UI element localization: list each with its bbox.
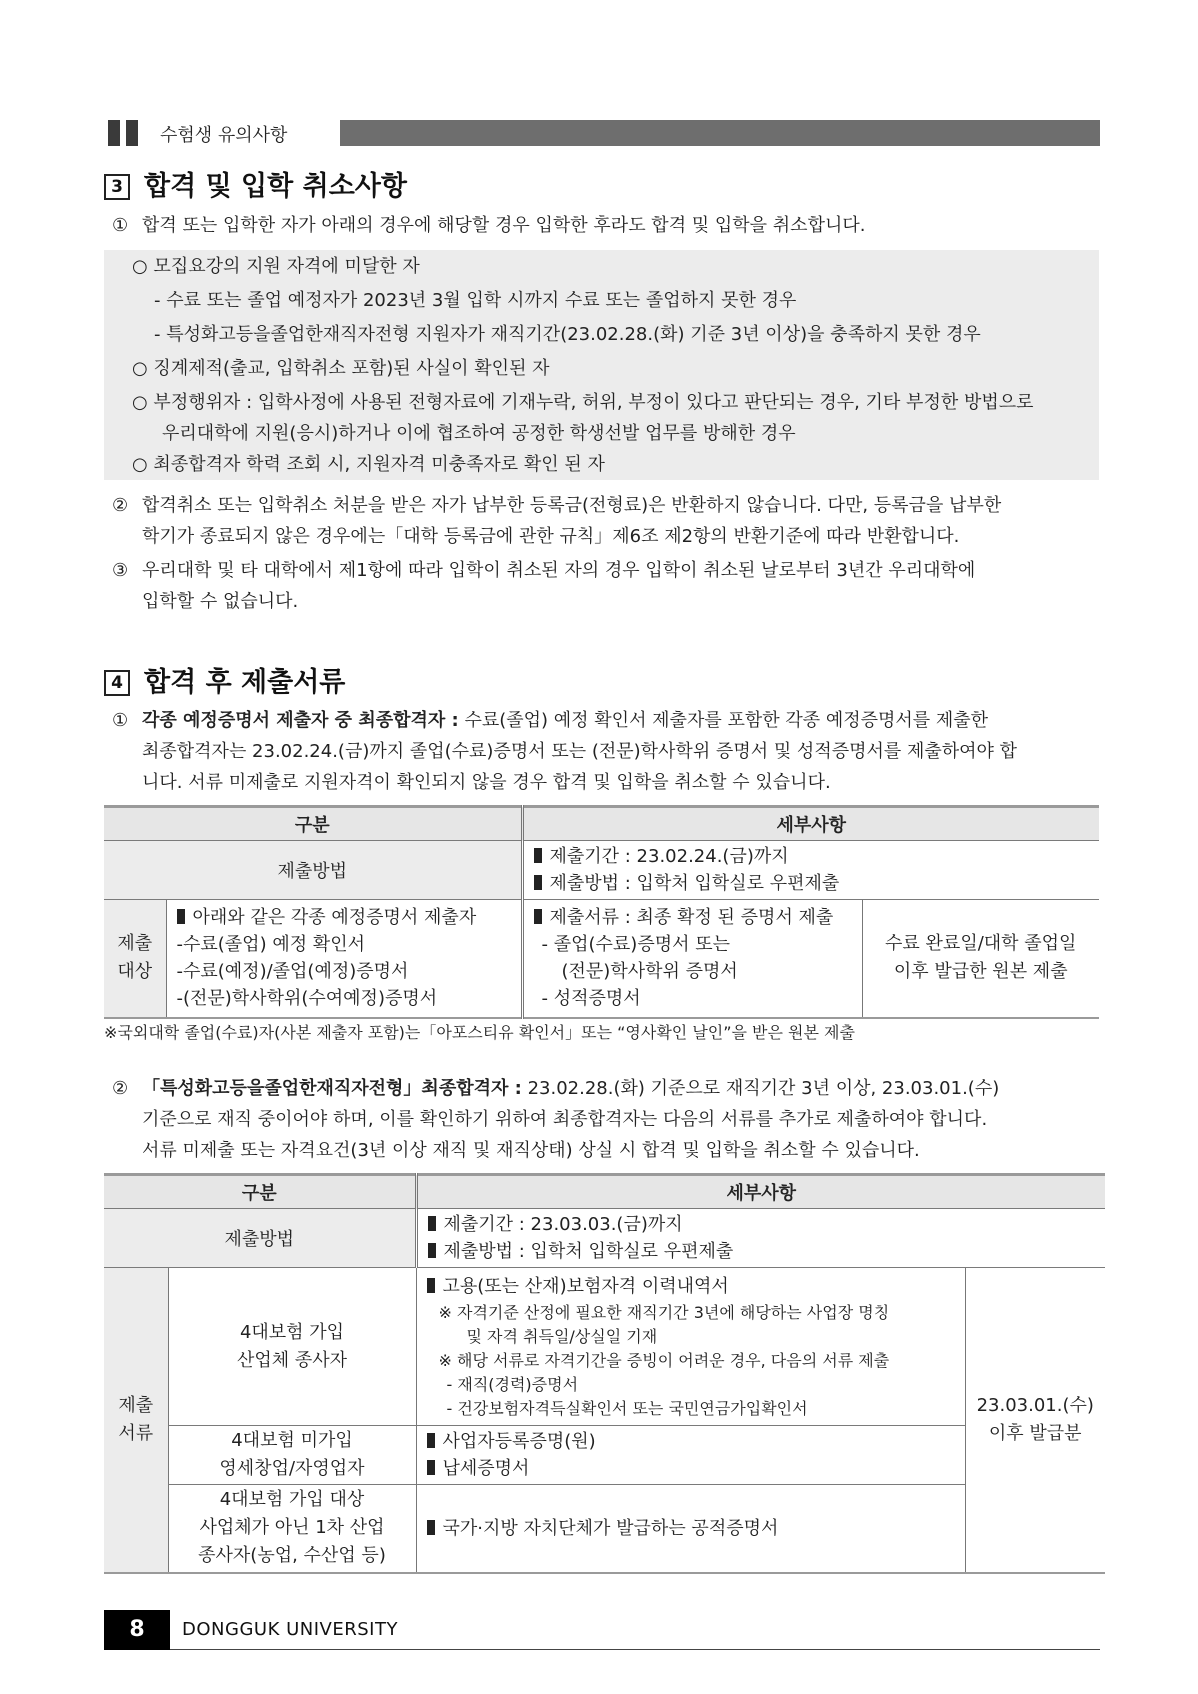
method-detail [416, 1209, 1105, 1268]
cell-line: -수료(졸업) 예정 확인서 [176, 934, 365, 956]
cancel-conditions [132, 250, 1034, 482]
bullet-icon [534, 875, 542, 890]
bullet-icon [428, 1243, 436, 1258]
label-line: 제출 [118, 1394, 154, 1416]
item-text: 우리대학 및 타 대학에서 제1항에 따라 입학이 취소된 자의 경우 입학이 취소된 날로부터 3년간 우리대학에 [142, 560, 976, 581]
section3-title-text: 합격 및 입학 취소사항 [144, 171, 407, 202]
row2-detail [416, 1426, 965, 1485]
condition-item: ○ 모집요강의 지원 자격에 미달한 자 [132, 256, 420, 277]
section3-title [104, 164, 407, 203]
submission-table-2 [104, 1173, 1105, 1574]
cell-line: ※ 자격기준 산정에 필요한 재직기간 3년에 해당하는 사업장 명칭 [438, 1302, 890, 1322]
footer-org: DONGGUK UNIVERSITY [182, 1619, 398, 1640]
label-line: 사업체가 아닌 1차 산업 [199, 1517, 385, 1539]
section4-item2 [112, 1073, 999, 1166]
label-line: 영세창업/자영업자 [219, 1458, 365, 1479]
label-line: 4대보험 가입 대상 [219, 1489, 365, 1511]
cell-line: 수료 완료일/대학 졸업일 [885, 933, 1077, 955]
label-line: 서류 [118, 1422, 154, 1444]
item-text: 학기가 종료되지 않은 경우에는「대학 등록금에 관한 규칙」제6조 제2항의 반환기준에 따라 반환합니다. [142, 526, 960, 547]
method-line: 제출기간 : 23.02.24.(금)까지 [549, 846, 789, 867]
issue-date [965, 1268, 1105, 1573]
item-text: 수료(졸업) 예정 확인서 제출자를 포함한 각종 예정증명서를 제출한 [458, 710, 989, 731]
foreign-note: ※국외대학 졸업(수료)자(사본 제출자 포함)는「아포스티유 확인서」또는 “영사확인 날인”을 받은 원본 제출 [104, 1023, 855, 1042]
cell-line: 제출서류 : 최종 확정 된 증명서 제출 [549, 907, 834, 929]
method-label: 제출방법 [104, 841, 522, 900]
cell-line: - 재직(경력)증명서 [446, 1374, 579, 1394]
header-mark [126, 120, 138, 146]
cell-line: ※ 해당 서류로 자격기간을 증빙이 어려운 경우, 다음의 서류 제출 [438, 1350, 890, 1370]
section3-item2 [112, 490, 1001, 552]
bullet-icon [534, 848, 542, 863]
row3-label [168, 1485, 416, 1573]
item-mark: ② [112, 495, 129, 516]
cell-line: (전문)학사학위 증명서 [561, 961, 738, 983]
target-mid [522, 900, 862, 1018]
section4-title-text: 합격 후 제출서류 [144, 667, 346, 698]
item-text: 입학할 수 없습니다. [142, 591, 299, 612]
header-bar [340, 120, 1100, 146]
cell-line: 사업자등록증명(원) [442, 1431, 596, 1452]
cell-line: 23.03.01.(수) [976, 1394, 1094, 1416]
row3-detail [416, 1485, 965, 1573]
cell-line: - 성적증명서 [541, 988, 641, 1010]
condition-item: ○ 징계제적(출교, 입학취소 포함)된 사실이 확인된 자 [132, 358, 550, 379]
condition-item: ○ 부정행위자 : 입학사정에 사용된 전형자료에 기재누락, 허위, 부정이 있다고 판단되는 경우, 기타 부정한 방법으로 [132, 392, 1034, 413]
section4-title [104, 660, 345, 699]
row1-label [168, 1268, 416, 1426]
item-text: 기준으로 재직 중이어야 하며, 이를 확인하기 위하여 최종합격자는 다음의 서류를 추가로 제출하여야 합니다. [142, 1109, 988, 1130]
label-line: 종사자(농업, 수산업 등) [198, 1545, 386, 1567]
footer-divider [170, 1649, 1100, 1650]
method-line: 제출방법 : 입학처 입학실로 우편제출 [549, 873, 840, 894]
cell-line: 고용(또는 산재)보험자격 이력내역서 [442, 1275, 729, 1297]
target-label [104, 900, 166, 1018]
row1-detail [416, 1268, 965, 1426]
submission-table-1 [104, 805, 1099, 1019]
item-mark: ③ [112, 560, 129, 581]
section3-number: 3 [104, 174, 130, 200]
item-mark: ① [112, 710, 129, 731]
header-label: 수험생 유의사항 [160, 125, 288, 146]
method-detail [522, 841, 1099, 900]
cell-line: 국가·지방 자치단체가 발급하는 공적증명서 [442, 1517, 779, 1539]
table-header: 세부사항 [416, 1175, 1105, 1209]
label-line: 대상 [117, 961, 153, 983]
bullet-icon [177, 909, 185, 924]
bullet-icon [534, 909, 542, 924]
cell-line: -수료(예정)/졸업(예정)증명서 [176, 961, 409, 983]
cell-line: 아래와 같은 각종 예정증명서 제출자 [192, 907, 477, 929]
item-text: 서류 미제출 또는 자격요건(3년 이상 재직 및 재직상태) 상실 시 합격 및 입학을 취소할 수 있습니다. [142, 1140, 920, 1161]
cell-line: 이후 발급한 원본 제출 [893, 961, 1068, 983]
cell-line: -(전문)학사학위(수여예정)증명서 [176, 988, 438, 1010]
cell-line: 납세증명서 [442, 1458, 530, 1479]
section4-number: 4 [104, 670, 130, 696]
row2-label [168, 1426, 416, 1485]
bullet-icon [427, 1278, 435, 1293]
method-line: 제출방법 : 입학처 입학실로 우편제출 [443, 1241, 734, 1262]
item-bold: 각종 예정증명서 제출자 중 최종합격자 : [142, 710, 459, 731]
item-text: 니다. 서류 미제출로 지원자격이 확인되지 않을 경우 합격 및 입학을 취소할 수 있습니다. [142, 772, 831, 793]
bullet-icon [427, 1460, 435, 1475]
condition-item: ○ 최종합격자 학력 조회 시, 지원자격 미충족자로 확인 된 자 [132, 454, 605, 475]
bullet-icon [427, 1520, 435, 1535]
section3-item3 [112, 555, 975, 617]
method-line: 제출기간 : 23.03.03.(금)까지 [443, 1214, 683, 1235]
condition-sub: - 특성화고등을졸업한재직자전형 지원자가 재직기간(23.02.28.(화) 기준 3년 이상)을 충족하지 못한 경우 [154, 324, 981, 345]
item-text: 합격 또는 입학한 자가 아래의 경우에 해당할 경우 입학한 후라도 합격 및 입학을 취소합니다. [142, 215, 866, 236]
cell-line: 및 자격 취득일/상실일 기재 [466, 1326, 658, 1346]
header-mark [108, 120, 120, 146]
page-number: 8 [104, 1610, 170, 1650]
condition-sub: - 수료 또는 졸업 예정자가 2023년 3월 입학 시까지 수료 또는 졸업하지 못한 경우 [154, 290, 797, 311]
label-line: 4대보험 가입 [239, 1321, 345, 1343]
item-bold: 「특성화고등을졸업한재직자전형」최종합격자 : [142, 1078, 522, 1099]
item-text: 23.02.28.(화) 기준으로 재직기간 3년 이상, 23.03.01.(수) [521, 1078, 1000, 1099]
bullet-icon [427, 1433, 435, 1448]
target-left [166, 900, 522, 1018]
table-header: 구분 [104, 807, 522, 841]
cell-line: - 건강보험자격득실확인서 또는 국민연금가입확인서 [446, 1398, 808, 1418]
label-line: 4대보험 미가입 [231, 1430, 353, 1451]
section3-item1 [112, 210, 865, 241]
condition-cont: 우리대학에 지원(응시)하거나 이에 협조하여 공정한 학생선발 업무를 방해한 경우 [162, 423, 796, 444]
table-header: 세부사항 [522, 807, 1099, 841]
target-right [862, 900, 1099, 1018]
bullet-icon [428, 1216, 436, 1231]
label-line: 제출 [117, 933, 153, 955]
item-mark: ① [112, 215, 129, 236]
item-text: 최종합격자는 23.02.24.(금)까지 졸업(수료)증명서 또는 (전문)학사학위 증명서 및 성적증명서를 제출하여야 합 [142, 741, 1018, 762]
item-text: 합격취소 또는 입학취소 처분을 받은 자가 납부한 등록금(전형료)은 반환하지 않습니다. 다만, 등록금을 납부한 [142, 495, 1002, 516]
cell-line: - 졸업(수료)증명서 또는 [541, 934, 730, 956]
label-line: 산업체 종사자 [236, 1349, 348, 1371]
method-label: 제출방법 [104, 1209, 416, 1268]
section4-item1 [112, 705, 1017, 798]
table-header: 구분 [104, 1175, 416, 1209]
docs-label [104, 1268, 168, 1573]
cell-line: 이후 발급분 [988, 1422, 1082, 1444]
item-mark: ② [112, 1078, 129, 1099]
